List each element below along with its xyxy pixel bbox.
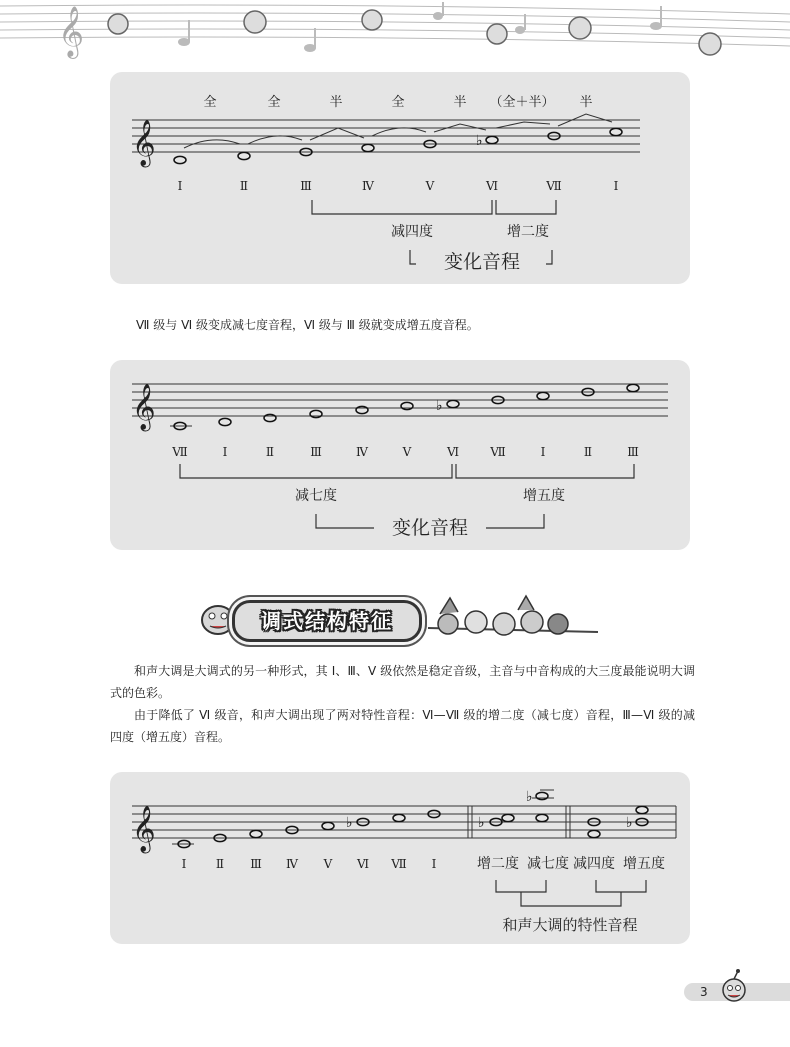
interval-label-right: 增二度 — [507, 224, 549, 240]
staff-diagram-2 — [110, 360, 690, 550]
caption-1: Ⅶ 级与 Ⅵ 级变成减七度音程，Ⅵ 级与 Ⅲ 级就变成增五度音程。 — [136, 318, 479, 332]
whole-notes — [174, 128, 622, 163]
whole-notes — [178, 792, 648, 847]
panel-altered-intervals — [110, 360, 690, 550]
step-label: （全＋半） — [489, 95, 555, 110]
treble-clef-icon: 𝄞 — [132, 806, 156, 852]
scale-degree: Ⅲ — [300, 179, 312, 193]
group-label: 变化音程 — [391, 517, 469, 539]
scale-degree: Ⅰ — [540, 445, 546, 459]
scale-degree: Ⅱ — [215, 857, 225, 871]
paragraph-2: 由于降低了 Ⅵ 级音，和声大调出现了两对特性音程：Ⅵ—Ⅶ 级的增二度（减七度）音程，Ⅲ—Ⅵ 级的减四度（增五度）音程。 — [110, 708, 695, 744]
staff-diagram-1 — [110, 72, 690, 284]
step-label: 半 — [453, 95, 467, 110]
treble-clef-icon: 𝄞 — [132, 120, 156, 166]
step-label: 全 — [203, 95, 217, 110]
interval-label-right: 增五度 — [523, 488, 565, 504]
svg-text:♭: ♭ — [346, 815, 353, 831]
scale-degree: Ⅲ — [627, 445, 639, 459]
scale-degree: Ⅰ — [431, 857, 437, 871]
scale-degree: Ⅵ — [485, 179, 499, 193]
scale-degree: Ⅵ — [446, 445, 460, 459]
body-text — [110, 660, 695, 748]
scale-degree: Ⅴ — [425, 179, 435, 193]
treble-clef-icon: 𝄞 — [132, 384, 156, 430]
scale-degree: Ⅶ — [172, 445, 188, 459]
scale-degree: Ⅳ — [362, 179, 374, 193]
scale-degree: Ⅶ — [490, 445, 506, 459]
header-decoration — [0, 0, 790, 70]
interval-label: 增五度 — [623, 856, 665, 872]
svg-text:♭: ♭ — [526, 789, 533, 805]
interval-label: 增二度 — [477, 856, 519, 872]
scale-degree: Ⅶ — [546, 179, 562, 193]
whole-notes — [174, 384, 639, 429]
scale-degree: Ⅰ — [177, 179, 183, 193]
cartoon-character-icon — [202, 606, 234, 634]
step-label: 半 — [329, 95, 343, 110]
interval-label-left: 减七度 — [295, 488, 337, 504]
scale-degree: Ⅳ — [356, 445, 368, 459]
flat-sign: ♭ — [476, 133, 483, 149]
scale-degree: Ⅲ — [250, 857, 262, 871]
step-label: 全 — [267, 95, 281, 110]
interval-brackets — [496, 880, 646, 906]
scale-degree: Ⅳ — [286, 857, 298, 871]
scale-degree: Ⅱ — [583, 445, 593, 459]
scale-degree: Ⅴ — [402, 445, 412, 459]
svg-text:♭: ♭ — [626, 815, 633, 831]
panel-harmonic-major — [110, 772, 690, 944]
page-number: 3 — [700, 985, 708, 999]
step-label: 全 — [391, 95, 405, 110]
panel-scale-intervals — [110, 72, 690, 284]
scale-degree: Ⅰ — [222, 445, 228, 459]
step-label: 半 — [579, 95, 593, 110]
cartoon-note-characters — [108, 10, 721, 55]
scale-degree: Ⅲ — [310, 445, 322, 459]
interval-label: 减七度 — [527, 856, 569, 872]
scale-degree: Ⅱ — [265, 445, 275, 459]
interval-label: 减四度 — [573, 856, 615, 872]
paragraph-1: 和声大调是大调式的另一种形式，其 Ⅰ、Ⅲ、Ⅴ 级依然是稳定音级，主音与中音构成的大三度最能说明大调式的色彩。 — [110, 664, 695, 700]
staff-diagram-3 — [110, 772, 690, 944]
scale-degree: Ⅰ — [613, 179, 619, 193]
step-arcs — [184, 114, 612, 148]
svg-text:♭: ♭ — [478, 815, 485, 831]
treble-clef-icon: 𝄞 — [58, 6, 85, 57]
group-label: 和声大调的特性音程 — [502, 916, 638, 934]
scale-degree: Ⅶ — [391, 857, 407, 871]
interval-label-left: 减四度 — [391, 224, 433, 240]
scale-degree: Ⅵ — [356, 857, 370, 871]
scale-degree: Ⅰ — [181, 857, 187, 871]
flat-sign: ♭ — [436, 398, 443, 414]
group-label: 变化音程 — [443, 251, 521, 273]
section-title: 调式结构特征 — [232, 600, 422, 642]
scale-degree: Ⅱ — [239, 179, 249, 193]
mascot-icon — [716, 968, 752, 1004]
scale-degree: Ⅴ — [323, 857, 333, 871]
section-banner — [196, 590, 606, 646]
